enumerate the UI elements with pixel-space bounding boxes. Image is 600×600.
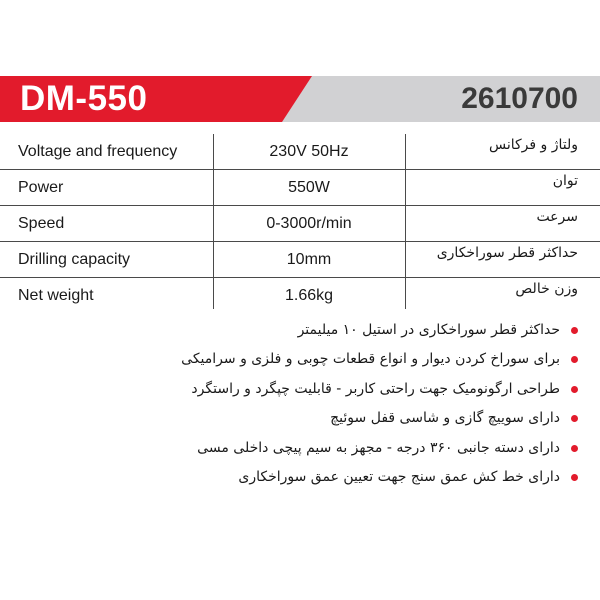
spec-label-fa: ولتاژ و فرکانس	[488, 137, 578, 153]
feature-text: دارای سوییچ گازی و شاسی قفل سوئیچ	[330, 410, 560, 427]
spec-label-fa: حداکثر قطر سوراخکاری	[436, 245, 578, 261]
spec-label-fa: سرعت	[536, 209, 578, 225]
feature-text: دارای خط کش عمق سنج جهت تعیین عمق سوراخکاری	[238, 468, 560, 485]
feature-text: برای سوراخ کردن دیوار و انواع قطعات چوبی و فلزی و سرامیکی	[181, 351, 560, 368]
feature-item	[18, 375, 578, 404]
feature-text: دارای دسته جانبی ۳۶۰ درجه - مجهز به سیم پیچی داخلی مسی	[197, 439, 560, 456]
product-code: 2610700	[461, 82, 578, 115]
bullet-dot-icon	[571, 474, 578, 481]
spec-label-en: Speed	[18, 215, 65, 232]
spec-value: 0-3000r/min	[266, 215, 352, 232]
spec-value: 10mm	[286, 251, 332, 268]
header-banner	[0, 76, 600, 122]
spec-value: 1.66kg	[284, 287, 334, 304]
feature-item	[18, 345, 578, 374]
bullet-dot-icon	[571, 327, 578, 334]
spec-label-en: Power	[18, 179, 64, 196]
spec-label-en: Voltage and frequency	[18, 143, 178, 160]
spec-table	[0, 134, 600, 313]
spec-label-en: Drilling capacity	[18, 251, 131, 268]
spec-row-drilling-capacity	[0, 242, 600, 278]
spec-value: 550W	[288, 179, 330, 196]
feature-item	[18, 404, 578, 433]
spec-value: 230V 50Hz	[269, 143, 349, 160]
bullet-dot-icon	[571, 386, 578, 393]
spec-label-fa: وزن خالص	[515, 281, 578, 297]
spec-label-fa: توان	[552, 173, 578, 189]
model-name: DM-550	[20, 79, 148, 118]
bullet-dot-icon	[571, 356, 578, 363]
feature-list	[18, 316, 578, 492]
feature-text: طراحی ارگونومیک جهت راحتی کاربر - قابلیت چپگرد و راستگرد	[191, 380, 560, 397]
feature-item	[18, 463, 578, 492]
bullet-dot-icon	[571, 445, 578, 452]
feature-item	[18, 316, 578, 345]
feature-text: حداکثر قطر سوراخکاری در استیل ۱۰ میلیمتر	[297, 322, 560, 338]
bullet-dot-icon	[571, 415, 578, 422]
spec-row-power	[0, 170, 600, 206]
spec-row-voltage	[0, 134, 600, 170]
feature-item	[18, 434, 578, 463]
spec-label-en: Net weight	[18, 287, 94, 304]
spec-row-net-weight	[0, 278, 600, 313]
